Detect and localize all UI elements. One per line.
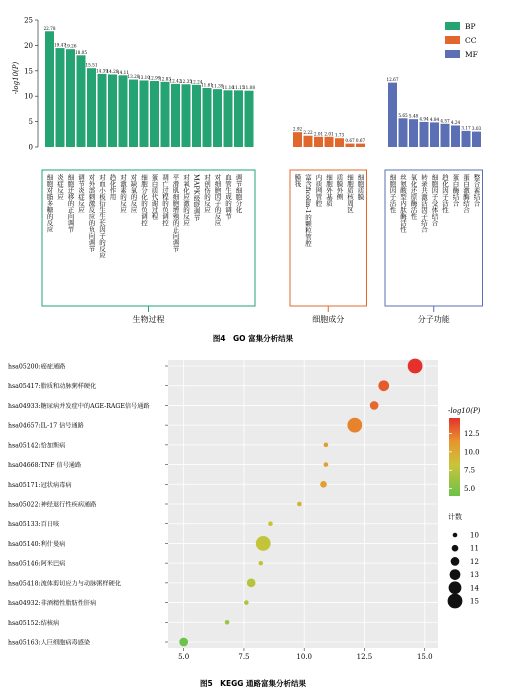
- color-legend-tick-label: 7.5: [464, 466, 476, 475]
- kegg-point: [225, 620, 230, 625]
- go-bar: [346, 144, 355, 147]
- go-bar: [45, 31, 54, 147]
- kegg-point: [268, 521, 273, 526]
- size-legend-items: [448, 532, 480, 609]
- go-figure-caption: 图4 GO 富集分析结果: [212, 334, 294, 343]
- go-bar-value-label: 2.01: [324, 131, 334, 137]
- go-legend-label: BP: [465, 22, 476, 31]
- kegg-x-axis: [178, 648, 432, 661]
- go-bar: [192, 85, 201, 147]
- go-bar-value-label: 5.65: [398, 112, 408, 118]
- go-y-tick-label: 25: [24, 16, 33, 25]
- kegg-figure-caption: 图5 KEGG 通路富集分析结果: [199, 679, 307, 688]
- go-category-label: 凋亡过程的负调控: [161, 174, 169, 226]
- go-bar-value-label: 13.28: [127, 74, 140, 80]
- kegg-point: [324, 443, 329, 448]
- go-y-tick-label: 20: [24, 41, 33, 50]
- go-category-label: 细胞因子活性: [388, 174, 397, 213]
- color-legend-tick-label: 12.5: [464, 429, 480, 438]
- go-bars-layer: [44, 26, 482, 147]
- go-category-label: 细胞外基质: [325, 174, 333, 207]
- go-bar: [293, 132, 302, 147]
- go-bar-value-label: 11.15: [232, 84, 245, 90]
- go-category-label: 蛋白质代谢过程: [150, 174, 159, 220]
- go-category-label: 蛋白激酶结合: [462, 174, 470, 213]
- go-bar-value-label: 4.94: [419, 116, 429, 122]
- go-bar: [472, 132, 481, 147]
- go-bar-value-label: 13.10: [138, 74, 150, 80]
- kegg-x-tick-label: 7.5: [238, 653, 250, 661]
- kegg-pathway-label: hsa05417:脂质和动脉粥样硬化: [8, 383, 97, 391]
- go-bar: [171, 84, 180, 147]
- go-y-tick-label: 10: [24, 92, 33, 101]
- go-category-label: 蛋白酶结合: [451, 174, 460, 207]
- go-group-label: 生物过程: [132, 315, 165, 324]
- go-legend: [445, 22, 478, 59]
- kegg-pathway-label: hsa05200:癌症通路: [8, 363, 66, 371]
- go-bar-value-label: 14.11: [117, 69, 129, 75]
- go-bar: [420, 122, 429, 147]
- kegg-point: [347, 418, 362, 433]
- color-legend-title: -log10(P): [448, 407, 481, 415]
- go-bar-value-label: 15.51: [85, 62, 98, 68]
- go-category-label: 平滑肌细胞增殖的正向调节: [171, 174, 180, 252]
- go-category-labels: [46, 173, 481, 260]
- color-legend-tick-label: 5.0: [464, 485, 476, 494]
- kegg-point: [320, 481, 327, 488]
- go-bar: [430, 122, 439, 147]
- size-legend-label: 15: [470, 597, 479, 606]
- go-bar-value-label: 14.39: [96, 68, 108, 74]
- go-category-label: 细胞分化的负调控: [140, 174, 148, 226]
- go-legend-swatch: [445, 50, 460, 58]
- go-category-label: 对缺氧的反应: [129, 174, 138, 213]
- go-category-label: 细胞因子受体结合: [430, 174, 439, 226]
- kegg-pathway-label: hsa05418:流体剪切应力与动脉粥样硬化: [8, 580, 122, 588]
- go-category-label: 对血小板衍生生长因子的反应: [98, 174, 106, 259]
- go-bar-value-label: 2.01: [313, 131, 324, 137]
- kegg-pathway-label: hsa04657:IL-17 信号通路: [8, 422, 84, 430]
- go-bar-value-label: 12.83: [159, 76, 171, 82]
- size-legend-dot: [451, 557, 460, 566]
- kegg-point: [256, 536, 271, 551]
- go-category-label: 炎症反应: [56, 174, 64, 200]
- go-y-tick-label: 0: [28, 143, 33, 152]
- go-category-label: 细胞迁移的正向调节: [66, 174, 75, 233]
- kegg-pathway-label: hsa05022:神经退行性疾病通路: [8, 501, 97, 509]
- go-category-label: MAPK级联调节: [192, 174, 201, 221]
- go-bar: [150, 81, 159, 147]
- go-bar-value-label: 4.24: [450, 119, 461, 125]
- go-category-label: 质膜外侧: [335, 174, 344, 200]
- go-bar: [203, 88, 212, 147]
- go-bar-value-label: 11.61: [201, 82, 213, 88]
- go-bar: [304, 136, 313, 147]
- go-category-label: 丝氨酸型内肽酶活性: [399, 174, 407, 233]
- kegg-pathway-label: hsa05152:结核病: [8, 619, 60, 627]
- go-category-label: 膜筏: [293, 174, 302, 187]
- go-bar-value-label: 3.03: [471, 126, 482, 132]
- kegg-point: [297, 502, 302, 507]
- go-bar-value-label: 12.35: [180, 78, 192, 84]
- go-bar: [119, 75, 128, 147]
- go-category-label: 血管生成的调节: [224, 174, 232, 220]
- go-bar: [129, 80, 138, 147]
- go-bar-value-label: 12.99: [148, 75, 161, 81]
- go-bar-value-label: 0.67: [345, 138, 355, 144]
- kegg-pathway-label: hsa05142:恰加斯病: [8, 442, 66, 450]
- go-bar: [182, 84, 191, 147]
- go-bar: [388, 83, 397, 147]
- size-legend-label: 10: [470, 531, 479, 540]
- go-bar: [356, 144, 365, 147]
- go-group-label: 分子功能: [417, 315, 450, 324]
- go-bar-value-label: 4.84: [429, 116, 440, 122]
- go-bar-value-label: 2.92: [292, 126, 303, 132]
- go-category-label: 调节细胞分化: [234, 174, 243, 213]
- kegg-point: [244, 600, 249, 605]
- kegg-pathway-labels: [8, 363, 168, 647]
- kegg-point: [370, 401, 379, 410]
- go-bar-value-label: 12.24: [190, 79, 203, 85]
- go-bar: [245, 91, 254, 147]
- go-bar: [314, 137, 323, 147]
- kegg-pathway-label: hsa04668:TNF 信号通路: [8, 462, 82, 470]
- go-category-label: 对创伤的反应: [203, 174, 211, 213]
- kegg-x-tick-label: 12.5: [356, 653, 373, 661]
- go-group-label: 细胞成分: [312, 315, 345, 324]
- go-category-label: 细胞质膜: [356, 174, 365, 200]
- kegg-point: [324, 462, 329, 467]
- kegg-pathway-label: hsa05171:冠状病毒病: [8, 481, 72, 489]
- go-bar: [213, 89, 222, 147]
- size-legend-dot: [450, 569, 461, 580]
- go-bar-value-label: 2.22: [303, 130, 313, 136]
- go-bar: [66, 49, 75, 147]
- kegg-pathway-label: hsa05146:阿米巴病: [8, 560, 66, 568]
- kegg-x-tick-label: 5.0: [178, 653, 190, 661]
- go-bar: [77, 55, 86, 147]
- go-y-tick-label: 5: [28, 118, 33, 127]
- go-category-label: 富含ficolin-1的颗粒管腔: [304, 174, 312, 247]
- size-legend-dot: [448, 594, 463, 609]
- go-bar-value-label: 14.28: [106, 68, 119, 74]
- go-y-axis: [24, 17, 38, 152]
- go-bar: [56, 48, 65, 147]
- go-bar: [140, 80, 149, 147]
- go-category-label: 转录共激活因子结合: [420, 174, 428, 233]
- go-bar: [161, 82, 170, 147]
- go-bar: [98, 74, 107, 147]
- go-bar: [87, 68, 96, 147]
- kegg-pathway-label: hsa05133:百日咳: [8, 521, 60, 529]
- go-bar-value-label: 18.05: [75, 49, 87, 55]
- go-y-tick-label: 15: [24, 67, 33, 76]
- go-bar: [409, 119, 418, 147]
- go-bar-value-label: 0.67: [355, 138, 366, 144]
- size-legend-label: 14: [470, 584, 479, 593]
- go-bar: [224, 90, 233, 147]
- size-legend-dot: [449, 581, 462, 594]
- go-category-label: 内质网管腔: [314, 174, 323, 207]
- go-bar: [399, 118, 408, 147]
- go-bar-value-label: 11.39: [211, 83, 224, 89]
- go-bar: [462, 131, 471, 147]
- go-bar-value-label: 3.17: [461, 125, 471, 131]
- go-category-label: 整合素结合: [472, 174, 481, 207]
- size-legend-dot: [453, 533, 458, 538]
- go-legend-label: CC: [465, 36, 477, 45]
- kegg-pathway-label: hsa05140:利什曼病: [8, 540, 66, 548]
- go-bar-value-label: 12.67: [386, 77, 399, 83]
- color-legend-bar: [449, 418, 460, 496]
- kegg-enrichment-chart: [8, 359, 481, 688]
- go-legend-label: MF: [465, 50, 478, 59]
- color-legend-tick-label: 10.0: [464, 448, 480, 457]
- go-y-axis-label: -log10(P): [12, 61, 20, 95]
- kegg-x-tick-label: 15.0: [416, 653, 433, 661]
- go-category-label: 趋化因子活性: [441, 174, 449, 213]
- go-bar: [441, 124, 450, 147]
- go-bar: [108, 74, 117, 147]
- kegg-pathway-label: hsa04932:非酒精性脂肪性肝病: [8, 600, 97, 608]
- kegg-point: [259, 561, 264, 566]
- go-bar-value-label: 1.73: [334, 132, 345, 138]
- go-category-label: 氧化还原酶活性: [409, 174, 418, 220]
- go-bar: [325, 137, 334, 147]
- go-category-label: 对外部刺激反应的负向调节: [87, 174, 96, 252]
- kegg-pathway-label: hsa04933:糖尿病并发症中的AGE-RAGE信号通路: [8, 402, 150, 410]
- go-category-label: 对细胞因子的反应: [213, 174, 222, 226]
- kegg-x-tick-label: 10.0: [296, 653, 313, 661]
- go-category-label: 趋化作用: [108, 174, 117, 200]
- go-bar: [451, 125, 460, 147]
- size-legend-label: 11: [470, 544, 479, 553]
- go-category-label: 对氧化应激的反应: [182, 174, 190, 226]
- go-bar-value-label: 19.47: [54, 42, 66, 48]
- go-bar-value-label: 22.78: [43, 25, 56, 31]
- kegg-point: [179, 638, 188, 647]
- go-bar-value-label: 11.16: [222, 84, 234, 90]
- go-category-label: 调节炎症反应: [77, 174, 85, 213]
- go-bar-value-label: 12.42: [169, 78, 182, 84]
- go-bar-value-label: 5.48: [408, 113, 419, 119]
- go-legend-swatch: [445, 36, 460, 44]
- go-legend-swatch: [445, 22, 460, 30]
- go-category-label: 对激素的反应: [119, 174, 127, 213]
- kegg-pathway-label: hsa05163:人巨细胞病毒感染: [8, 639, 91, 647]
- kegg-legend: [448, 407, 481, 608]
- size-legend-dot: [452, 545, 459, 552]
- go-category-label: 细胞质核周区: [346, 174, 354, 213]
- kegg-point: [378, 380, 389, 391]
- go-bar-value-label: 11.08: [243, 85, 255, 91]
- size-legend-label: 12: [470, 557, 479, 566]
- go-bar-value-label: 19.26: [64, 43, 77, 49]
- go-category-label: 细胞对脂多糖的反应: [45, 174, 54, 233]
- go-bar-value-label: 4.57: [440, 118, 450, 124]
- kegg-point: [247, 579, 256, 588]
- size-legend-title: 计数: [448, 513, 462, 521]
- go-bar: [234, 90, 243, 147]
- go-bar: [335, 138, 344, 147]
- size-legend-label: 13: [470, 571, 479, 580]
- kegg-point: [408, 359, 423, 374]
- go-enrichment-chart: [12, 17, 483, 344]
